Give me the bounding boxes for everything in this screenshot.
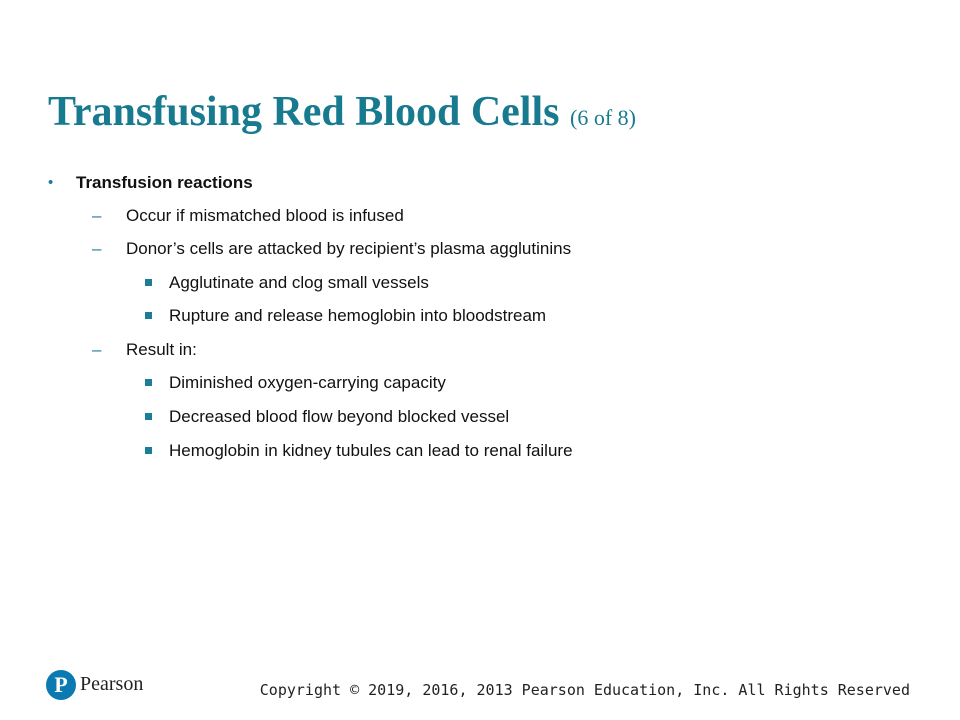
dash-marker: –	[92, 239, 102, 258]
copyright-text: Copyright © 2019, 2016, 2013 Pearson Education, Inc. All Rights Reserved	[259, 681, 910, 699]
bullet-level-3	[169, 406, 509, 428]
bullet-text: Hemoglobin in kidney tubules can lead to renal failure	[169, 441, 573, 460]
bullet-text: Occur if mismatched blood is infused	[126, 206, 404, 225]
bullet-text: Rupture and release hemoglobin into bloodstream	[169, 306, 547, 325]
title-counter: (6 of 8)	[570, 105, 636, 130]
bullet-text: Decreased blood flow beyond blocked vessel	[169, 407, 510, 426]
bullet-text: Diminished oxygen-carrying capacity	[169, 373, 446, 392]
bullet-level-2	[92, 339, 197, 361]
bullet-text: Result in:	[126, 340, 197, 359]
square-bullet-icon	[145, 379, 152, 386]
pearson-logo-text: Pearson	[80, 673, 144, 695]
bullet-level-2	[92, 238, 572, 260]
pearson-logo-icon: P	[46, 670, 76, 700]
bullet-level-2	[92, 205, 404, 227]
title-text: Transfusing Red Blood Cells	[48, 89, 560, 135]
footer	[0, 668, 960, 708]
dash-marker: –	[92, 206, 102, 225]
square-bullet-icon	[145, 447, 152, 454]
dash-marker: –	[92, 340, 102, 359]
bullet-level-1	[48, 172, 253, 194]
square-bullet-icon	[145, 413, 152, 420]
bullet-text: Donor’s cells are attacked by recipient’s plasma agglutinins	[126, 239, 572, 258]
slide-title	[48, 84, 636, 146]
bullet-level-3	[169, 372, 446, 394]
bullet-text: Transfusion reactions	[76, 173, 253, 192]
bullet-text: Agglutinate and clog small vessels	[169, 273, 429, 292]
square-bullet-icon	[145, 279, 152, 286]
pearson-logo	[46, 668, 166, 708]
bullet-level-3	[169, 440, 573, 462]
bullet-level-3	[169, 272, 429, 294]
square-bullet-icon	[145, 312, 152, 319]
bullet-level-3	[169, 305, 546, 327]
bullet-dot-icon: •	[48, 174, 54, 191]
